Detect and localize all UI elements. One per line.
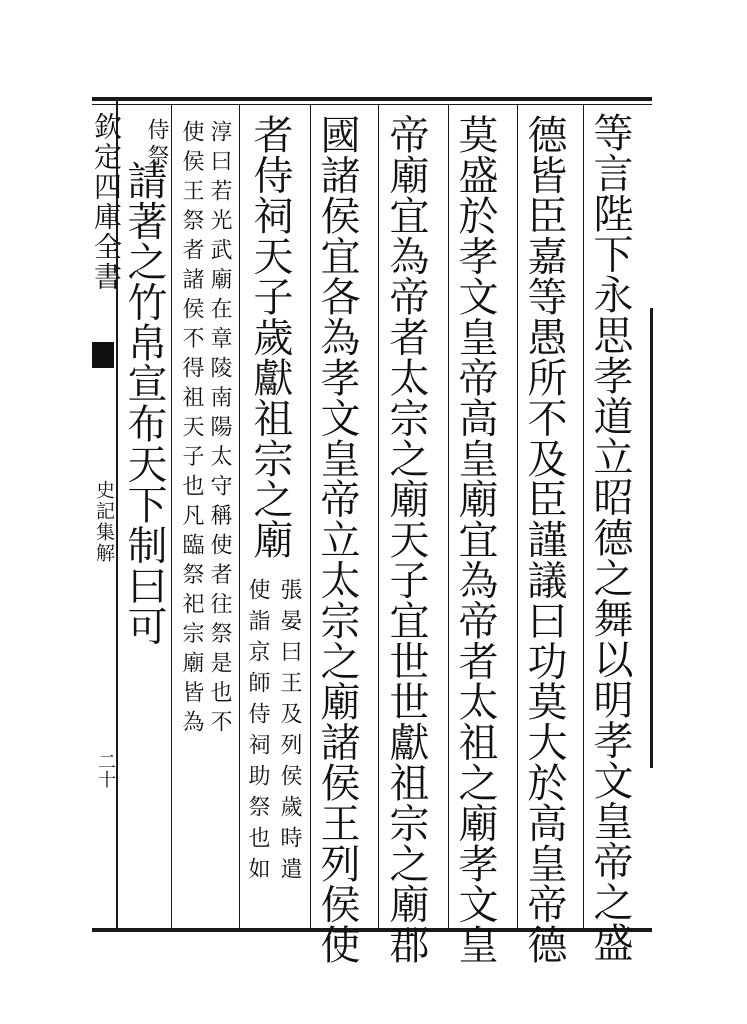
book-title: 欽定四庫全書 [90, 112, 123, 292]
top-border-inner [92, 104, 652, 105]
commentary-column-7: 淳曰若光武廟在章陵南陽太守稱使者往祭是也不 [207, 120, 232, 740]
commentary-column-8: 使侯王祭者諸侯不得祖天子也凡臨祭祀宗廟皆為 [179, 120, 204, 740]
text-column-9: 請著之竹帛宣布天下制曰可 [121, 160, 167, 646]
section-label: 史記集解 [93, 480, 115, 564]
commentary-line: 使詣京師侍祠助祭也如 [245, 578, 270, 888]
column-rule [517, 104, 518, 930]
commentary-line: 張晏曰王及列侯歲時遣 [277, 578, 302, 888]
fishtail-mark [92, 342, 114, 368]
text-column-6: 者侍祠天子歲獻祖宗之廟 [247, 114, 293, 560]
column-rule [378, 104, 379, 930]
column-rule [171, 104, 172, 930]
column-rule [448, 104, 449, 930]
text-column-1: 等言陛下永思孝道立昭德之舞以明孝文皇帝之盛 [587, 112, 633, 963]
text-column-2: 德皆臣嘉等愚所不及臣謹議曰功莫大於高皇帝德 [521, 114, 567, 965]
bottom-border [92, 928, 652, 932]
folio-number: 二十 [95, 752, 116, 788]
column-rule [310, 104, 311, 930]
text-column-5: 國諸侯宜各為孝文皇帝立太宗之廟諸侯王列侯使 [314, 114, 360, 965]
text-column-3: 莫盛於孝文皇帝高皇廟宜為帝者太祖之廟孝文皇 [452, 114, 498, 965]
column-rule [239, 104, 240, 930]
column-rule [583, 104, 584, 930]
right-border [650, 308, 653, 768]
commentary-lead: 侍祭 [144, 118, 169, 170]
top-border [92, 97, 652, 101]
text-column-4: 帝廟宜為帝者太宗之廟天子宜世世獻祖宗之廟郡 [383, 114, 429, 965]
